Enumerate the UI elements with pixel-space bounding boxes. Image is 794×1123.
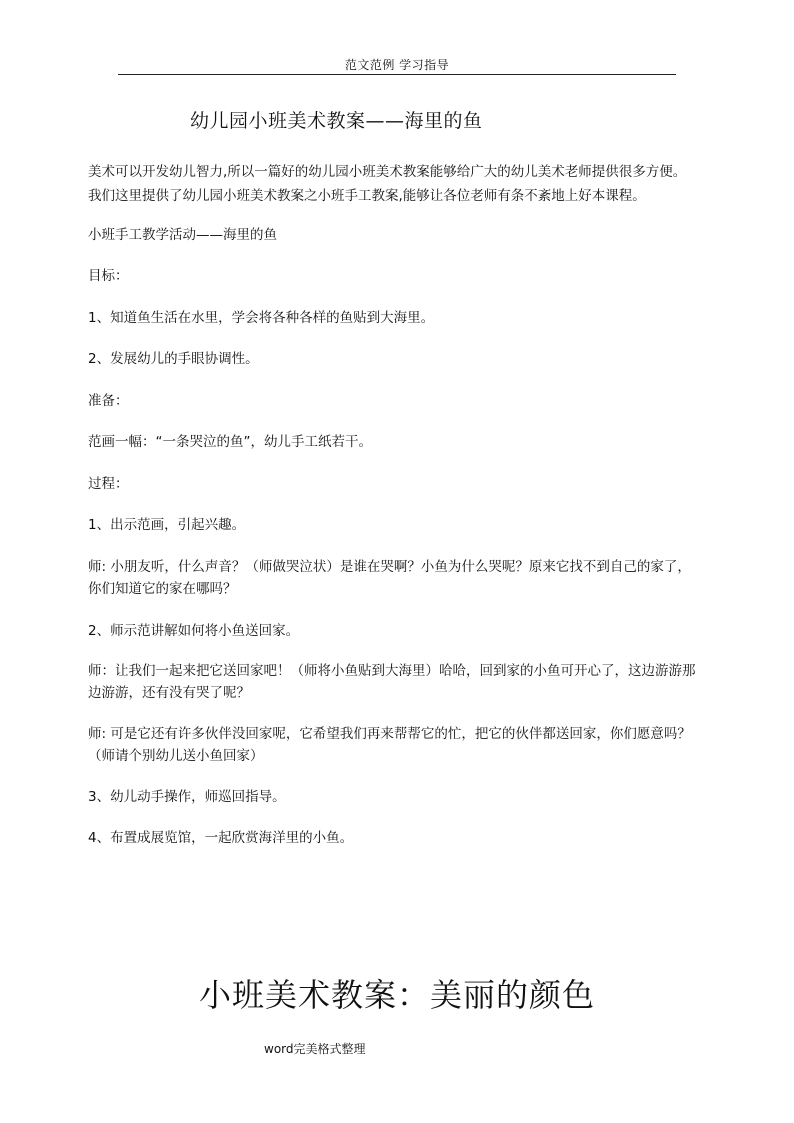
step-3: 3、幼儿动手操作，师巡回指导。 (88, 789, 286, 805)
goal-label: 目标： (88, 268, 129, 284)
process-label: 过程： (88, 476, 129, 492)
step-1: 1、出示范画，引起兴趣。 (88, 517, 246, 533)
dialog-paragraph-3: 师: 可是它还有许多伙伴没回家呢，它希望我们再来帮帮它的忙，把它的伙伴都送回家，你们愿意吗？（师请个别幼儿送小鱼回家） (88, 726, 691, 764)
dialog-paragraph-2: 师：让我们一起来把它送回家吧！（师将小鱼贴到大海里）哈哈，回到家的小鱼可开心了，这边游游那边游游，还有没有哭了呢？ (88, 663, 696, 701)
goal-item-2: 2、发展幼儿的手眼协调性。 (88, 351, 259, 367)
step-2: 2、师示范讲解如何将小鱼送回家。 (88, 623, 300, 639)
intro-paragraph: 美术可以开发幼儿智力,所以一篇好的幼儿园小班美术教案能够给广大的幼儿美术老师提供很多方便。我们这里提供了幼儿园小班美术教案之小班手工教案,能够让各位老师有条不紊地上好本课程。 (88, 164, 687, 204)
goal-item-1: 1、知道鱼生活在水里，学会将各种各样的鱼贴到大海里。 (88, 310, 435, 326)
activity-title: 小班手工教学活动——海里的鱼 (88, 227, 277, 243)
second-lesson-title: 小班美术教案：美丽的颜色 (198, 976, 595, 1014)
dialog-paragraph-1: 师: 小朋友听，什么声音？（师做哭泣状）是谁在哭啊？小鱼为什么哭呢？原来它找不到自己的家了，你们知道它的家在哪吗？ (88, 559, 691, 597)
prep-text: 范画一幅：“一条哭泣的鱼”，幼儿手工纸若干。 (88, 434, 372, 450)
prep-label: 准备： (88, 393, 129, 409)
page-header: 范文范例 学习指导 (344, 58, 450, 72)
document-title: 幼儿园小班美术教案——海里的鱼 (190, 110, 483, 132)
page-footer: word完美格式整理 (264, 1042, 366, 1056)
step-4: 4、布置成展览馆，一起欣赏海洋里的小鱼。 (88, 830, 354, 846)
header-rule (118, 74, 676, 75)
